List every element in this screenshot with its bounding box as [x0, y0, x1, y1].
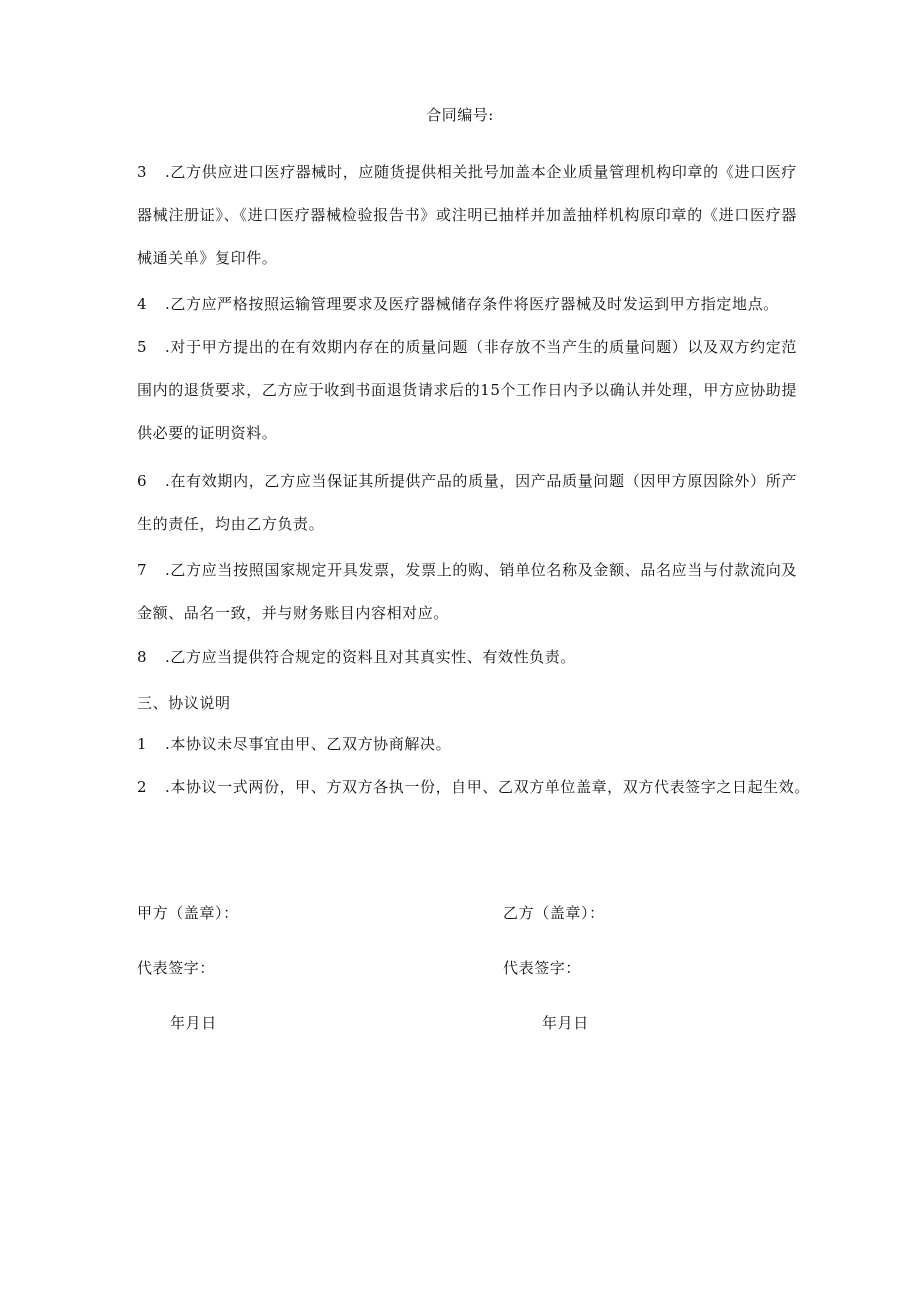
section3-clause-2 — [137, 766, 817, 809]
clause-number: 1 — [137, 735, 148, 753]
section-heading: 三、协议说明 — [137, 694, 231, 712]
clause-text: .乙方应严格按照运输管理要求及医疗器械储存条件将医疗器械及时发运到甲方指定地点。 — [165, 295, 779, 313]
clause-text: .在有效期内，乙方应当保证其所提供产品的质量，因产品质量问题（因甲方原因除外）所产生的责任，均由乙方负责。 — [137, 472, 797, 533]
clause-number: 7 — [137, 561, 148, 579]
clause-text: .乙方应当提供符合规定的资料且对其真实性、有效性负责。 — [165, 648, 576, 666]
clause-number: 8 — [137, 648, 148, 666]
clause-number: 6 — [137, 472, 148, 490]
clause-8 — [137, 636, 797, 679]
contract-number-label: 合同编号: — [426, 106, 494, 124]
clause-4 — [137, 283, 797, 326]
section3-clause-1 — [137, 723, 797, 766]
party-b-date-label: 年月日 — [542, 1014, 589, 1032]
clause-text: .乙方供应进口医疗器械时，应随货提供相关批号加盖本企业质量管理机构印章的《进口医疗器械注册证》、《进口医疗器械检验报告书》或注明已抽样并加盖抽样机构原印章的《进口医疗器械通关单》复印件。 — [137, 163, 797, 267]
clause-3 — [137, 151, 797, 280]
clause-number: 3 — [137, 163, 148, 181]
clause-number: 4 — [137, 295, 148, 313]
clause-6 — [137, 460, 797, 546]
clause-7 — [137, 549, 797, 635]
clause-text: .本协议未尽事宜由甲、乙双方协商解决。 — [165, 735, 452, 753]
party-a-seal-label: 甲方（盖章）： — [137, 904, 239, 922]
clause-text: .本协议一式两份，甲、方双方各执一份，自甲、乙双方单位盖章，双方代表签字之日起生效。 — [165, 778, 810, 796]
clause-text: .乙方应当按照国家规定开具发票，发票上的购、销单位名称及金额、品名应当与付款流向及金额、品名一致，并与财务账目内容相对应。 — [137, 561, 797, 622]
party-a-date-label: 年月日 — [170, 1014, 217, 1032]
party-b-signature-label: 代表签字： — [503, 959, 582, 977]
party-a-signature-label: 代表签字： — [137, 959, 216, 977]
clause-number: 2 — [137, 778, 148, 796]
clause-5 — [137, 326, 797, 455]
party-b-seal-label: 乙方（盖章）： — [503, 904, 605, 922]
clause-number: 5 — [137, 338, 148, 356]
clause-text: .对于甲方提出的在有效期内存在的质量问题（非存放不当产生的质量问题）以及双方约定范围内的退货要求，乙方应于收到书面退货请求后的15个工作日内予以确认并处理，甲方应协助提供必要的证明资料。 — [137, 338, 797, 442]
